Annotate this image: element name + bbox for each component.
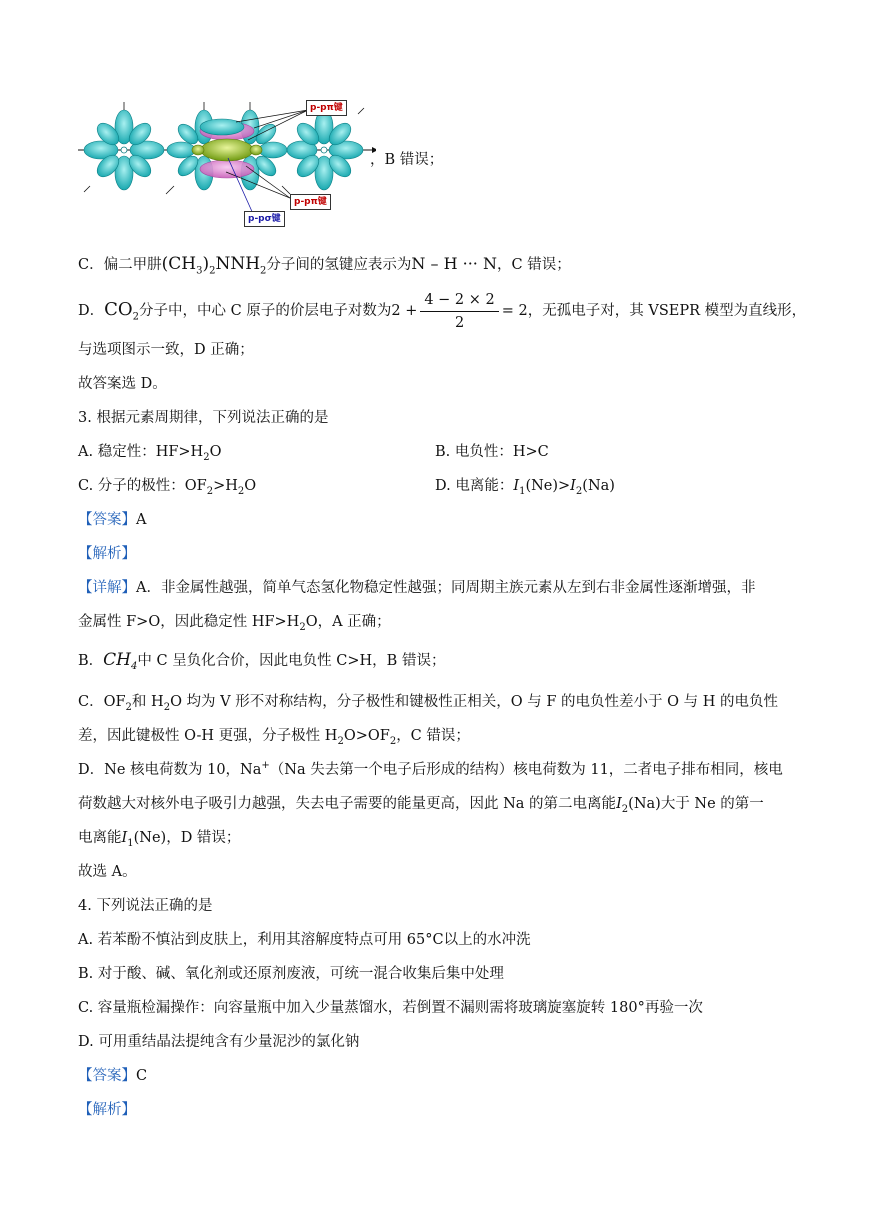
fraction [420,291,498,332]
q4-analysis-tag: 【解析】 [78,1102,136,1118]
detail-tag: 【详解】 [78,580,136,596]
sup: + [261,760,270,772]
sub: 2 [125,701,132,713]
label-pi-bottom: p-pπ键 [290,194,331,210]
formula-part: CO [104,299,133,320]
sub: 4 [131,660,138,672]
formula-sub: 2 [209,265,216,277]
q3-option-b: B. 电负性：H>C [435,444,549,460]
text: 分子中，中心 C 原子的价层电子对数为 [139,303,392,319]
q3-detail-c2 [78,726,470,746]
text: 和 H [131,694,164,710]
q4-option-b: B. 对于酸、碱、氧化剂或还原剂废液，可统一混合收集后集中处理 [78,966,504,982]
text: 荷数越大对核外电子吸引力越强，失去电子需要的能量更高，因此 Na 的第二电离能 [78,796,617,812]
text: A．非金属性越强，简单气态氢化物稳定性越强；同周期主族元素从左到右非金属性逐渐增强，非 [136,580,756,596]
q4-option-c: C. 容量瓶检漏操作：向容量瓶中加入少量蒸馏水，若倒置不漏则需将玻璃旋塞旋转 180°再验一次 [78,1000,703,1016]
text: D．Ne 核电荷数为 10，Na [78,762,262,778]
sub: 2 [389,735,397,747]
option-c-explanation [78,254,571,275]
sub: 2 [163,701,171,713]
fraction-denominator: 2 [454,314,465,331]
sub: 2 [203,451,210,463]
formula-part: ) [202,254,210,274]
q3-detail-d2 [78,794,764,814]
sub: 1 [127,837,134,849]
orbital-figure [76,100,376,228]
q3-detail-d3 [78,828,240,848]
text: 金属性 F>O，因此稳定性 HF>H [78,614,300,630]
fraction-numerator: 4 − 2 × 2 [420,291,498,312]
orbital-diagram [76,100,376,228]
text: 中 C 呈负化合价，因此电负性 C>H，B 错误； [137,653,446,669]
q3-option-a [78,442,221,462]
formula: CH [103,650,131,670]
text: (Na) [582,478,615,494]
text: ，无孤电子对，其 VSEPR 模型为直线形， [527,303,807,319]
sub: 2 [237,485,245,497]
math: = 2 [501,303,528,319]
q3-detail-c1 [78,692,778,712]
text: O>OF [343,728,390,744]
question-3: 3. 根据元素周期律，下列说法正确的是 [78,410,329,426]
q4-option-d: D. 可用重结晶法提纯含有少量泥沙的氯化钠 [78,1034,360,1050]
math: 2 + [391,303,418,319]
text: (Ne)> [525,478,571,494]
text: B． [78,653,104,669]
text: O 均为 V 形不对称结构，分子极性和键极性正相关，O 与 F 的电负性差小于 O 与 H 的电负性 [170,694,778,710]
q3-option-c [78,476,256,496]
q3-conclusion: 故选 A。 [78,864,137,880]
label-pi-top: p-pπ键 [306,100,347,116]
q3-answer [78,510,146,530]
symbol: I [513,478,520,494]
text: O [209,444,222,460]
sub: 2 [206,485,214,497]
question-4: 4. 下列说法正确的是 [78,898,213,914]
sub: 1 [519,485,526,497]
formula-sub: 2 [132,311,140,323]
label-sigma: p-pσ键 [244,211,285,227]
sub: 2 [621,803,629,815]
text: D. 电离能： [435,478,514,494]
answer-value: A [136,512,147,528]
text: A. 稳定性：HF>H [78,444,204,460]
text: ，C 错误； [396,728,470,744]
sub: 2 [337,735,344,747]
text: 分子间的氢键应表示为 [266,257,412,273]
text: O [244,478,257,494]
text: D． [78,303,105,319]
text: ，C 错误； [496,257,571,273]
formula-sub: 2 [260,265,267,277]
sub: 2 [299,621,306,633]
text: C．OF [78,694,126,710]
text: （Na 失去第一个电子后形成的结构）核电荷数为 11，二者电子排布相同，核电 [269,762,783,778]
text: C. 分子的极性：OF [78,478,207,494]
formula-sub: 3 [196,265,203,277]
q4-option-a: A. 若苯酚不慎沾到皮肤上，利用其溶解度特点可用 65°C以上的水冲洗 [78,932,531,948]
symbol: I [616,796,622,812]
symbol: I [121,830,128,846]
text: C．偏二甲肼 [78,257,162,273]
q3-detail-a1 [78,578,755,598]
formula-part: (CH [161,254,197,274]
text: 差，因此键极性 O-H 更强，分子极性 H [78,728,338,744]
text: 电离能 [78,830,122,846]
sub: 2 [575,485,583,497]
text-line: 故答案选 D。 [78,376,167,392]
text-line: 与选项图示一致，D 正确； [78,342,254,358]
hydrogen-bond-notation: N – H ··· N [411,254,497,273]
text: (Na)大于 Ne 的第一 [628,796,764,812]
q3-detail-a2 [78,612,391,632]
q3-detail-d1 [78,760,783,780]
answer-tag: 【答案】 [78,1068,136,1084]
q3-option-d [435,476,615,496]
q4-answer [78,1066,147,1086]
q3-detail-b [78,650,445,671]
answer-tag: 【答案】 [78,512,136,528]
q3-analysis-tag: 【解析】 [78,546,136,562]
formula-part: NNH [215,254,261,274]
diagram-tail: ，B 错误； [370,152,444,168]
answer-value: C [136,1068,148,1084]
option-d-explanation [78,288,806,333]
text: O，A 正确； [305,614,391,630]
text: >H [213,478,238,494]
text: (Ne)，D 错误； [133,830,241,846]
symbol: I [570,478,576,494]
left-atom [84,102,164,192]
